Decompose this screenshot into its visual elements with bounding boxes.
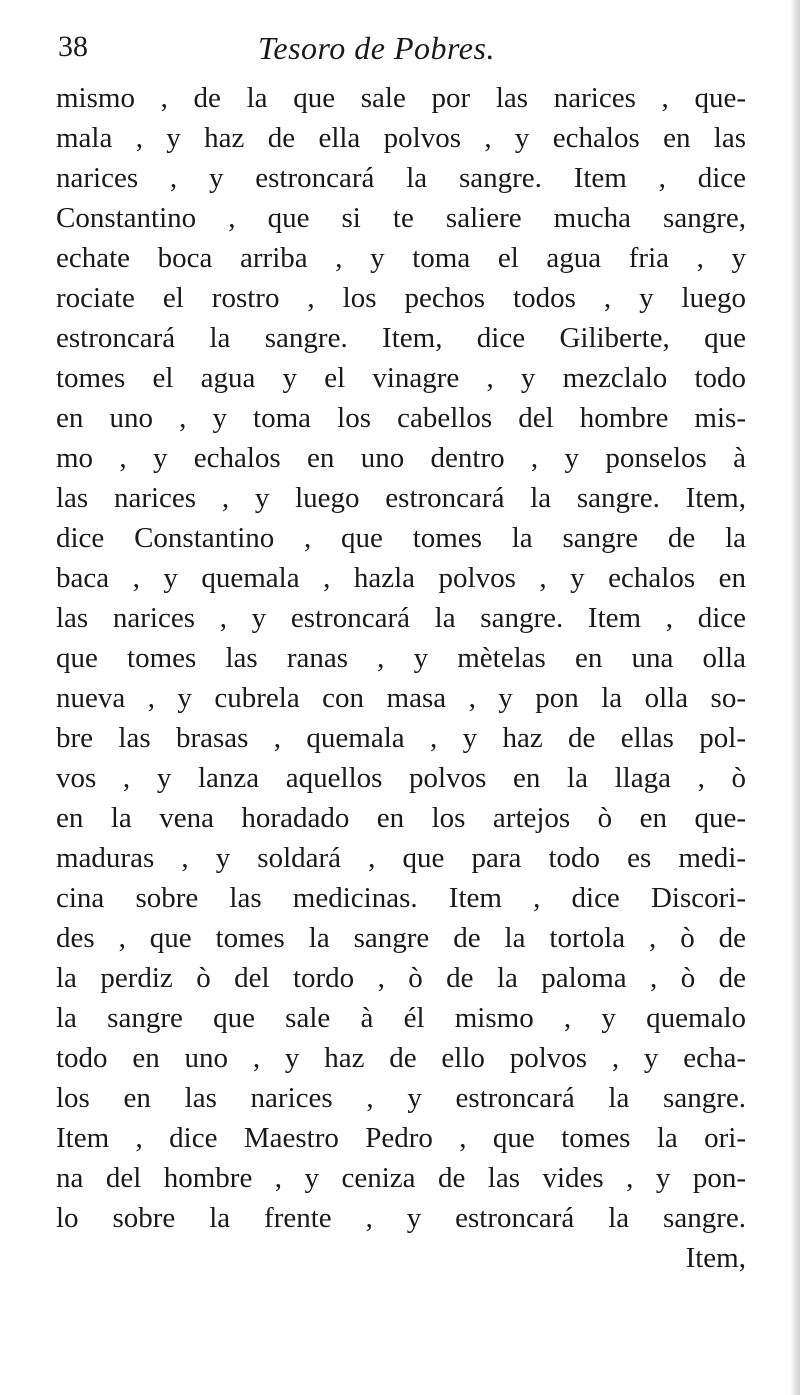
- body-text: [56, 78, 746, 1278]
- text-line: narices , y estroncará la sangre. Item , dice: [56, 162, 746, 194]
- running-head: Tesoro de Pobres.: [258, 30, 495, 66]
- text-line: mala , y haz de ella polvos , y echalos en las: [56, 122, 746, 154]
- text-line: los en las narices , y estroncará la sangre.: [56, 1082, 746, 1114]
- text-line: dice Constantino , que tomes la sangre de la: [56, 522, 746, 554]
- text-line: Item , dice Maestro Pedro , que tomes la ori-: [56, 1122, 746, 1154]
- text-line: en uno , y toma los cabellos del hombre mis-: [56, 402, 746, 434]
- text-line: en la vena horadado en los artejos ò en que-: [56, 802, 746, 834]
- text-line: la sangre que sale à él mismo , y quemalo: [56, 1002, 746, 1034]
- page-header: [58, 30, 578, 70]
- catchword: Item,: [685, 1242, 746, 1274]
- text-line: lo sobre la frente , y estroncará la sangre.: [56, 1202, 746, 1234]
- text-line: las narices , y luego estroncará la sangre. Item,: [56, 482, 746, 514]
- text-line: echate boca arriba , y toma el agua fria , y: [56, 242, 746, 274]
- text-line: estroncará la sangre. Item, dice Giliberte, que: [56, 322, 746, 354]
- page-edge-shadow: [790, 0, 800, 1395]
- text-line: vos , y lanza aquellos polvos en la llaga , ò: [56, 762, 746, 794]
- text-line: mo , y echalos en uno dentro , y ponselos à: [56, 442, 746, 474]
- page-number: 38: [58, 30, 88, 63]
- text-line: des , que tomes la sangre de la tortola , ò de: [56, 922, 746, 954]
- text-line: cina sobre las medicinas. Item , dice Discori-: [56, 882, 746, 914]
- text-line: maduras , y soldará , que para todo es medi-: [56, 842, 746, 874]
- text-line: todo en uno , y haz de ello polvos , y echa-: [56, 1042, 746, 1074]
- text-line: nueva , y cubrela con masa , y pon la olla so-: [56, 682, 746, 714]
- text-line: bre las brasas , quemala , y haz de ellas pol-: [56, 722, 746, 754]
- text-line: las narices , y estroncará la sangre. Item , dice: [56, 602, 746, 634]
- text-line: tomes el agua y el vinagre , y mezclalo todo: [56, 362, 746, 394]
- text-line: la perdiz ò del tordo , ò de la paloma , ò de: [56, 962, 746, 994]
- text-line: Constantino , que si te saliere mucha sangre,: [56, 202, 746, 234]
- text-line: que tomes las ranas , y mètelas en una olla: [56, 642, 746, 674]
- text-line: mismo , de la que sale por las narices , que-: [56, 82, 746, 114]
- text-line: na del hombre , y ceniza de las vides , y pon-: [56, 1162, 746, 1194]
- text-line: baca , y quemala , hazla polvos , y echalos en: [56, 562, 746, 594]
- text-line: rociate el rostro , los pechos todos , y luego: [56, 282, 746, 314]
